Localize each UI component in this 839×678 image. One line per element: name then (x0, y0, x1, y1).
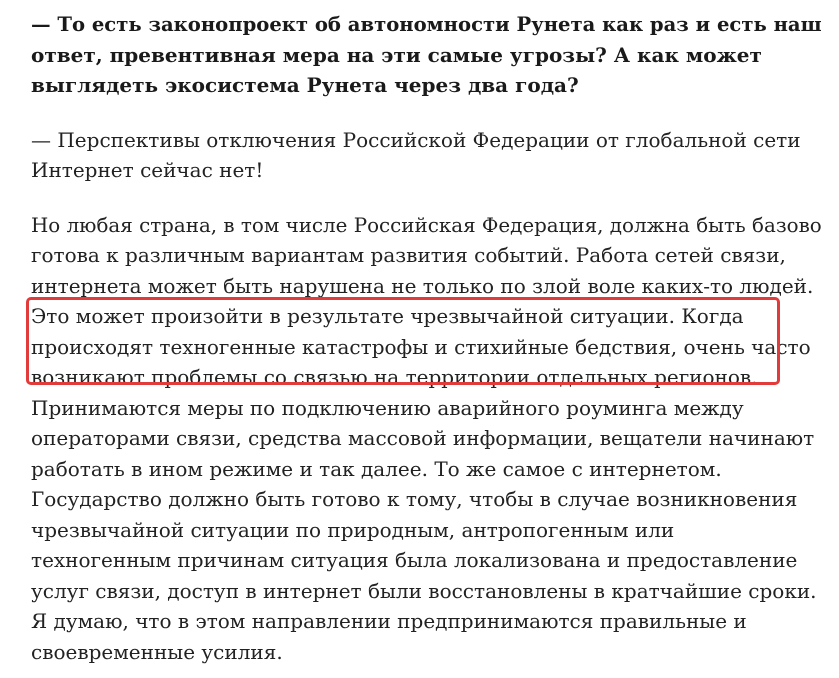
answer-intro-paragraph (31, 125, 821, 186)
answer-body-line: услуг связи, доступ в интернет были восстановлены в кратчайшие сроки. (31, 578, 817, 603)
answer-body-line: готова к различным вариантам развития событий. Работа сетей связи, (31, 243, 786, 267)
article-body (31, 9, 821, 667)
question-line: ответ, превентивная мера на эти самые угрозы? А как может (31, 42, 762, 67)
answer-intro-line: — Перспективы отключения Российской Федерации от глобальной сети (31, 127, 801, 152)
answer-body-line: Государство должно быть готово к тому, чтобы в случае возникновения (31, 487, 798, 511)
question-line: — То есть законопроект об автономности Рунета как раз и есть наш (31, 12, 822, 36)
answer-body-line: чрезвычайной ситуации по природным, антропогенным или (31, 517, 675, 542)
answer-body-line: интернета может быть нарушена не только по злой воле каких-то людей. (31, 273, 814, 298)
highlighted-line: происходят техногенные катастрофы и стихийные бедствия, очень часто (31, 334, 811, 359)
interview-question (31, 9, 821, 101)
answer-intro-line: Интернет сейчас нет! (31, 158, 264, 182)
answer-body-line: операторами связи, средства массовой информации, вещатели начинают (31, 426, 815, 450)
answer-body-line: техногенным причинам ситуация была локализована и предоставление (31, 548, 798, 572)
highlighted-line: Это может произойти в результате чрезвычайной ситуации. Когда (31, 304, 744, 328)
answer-body-paragraph (31, 210, 821, 668)
answer-body-line: своевременные усилия. (31, 639, 283, 664)
answer-body-line: Я думаю, что в этом направлении предпринимаются правильные и (31, 609, 747, 633)
answer-body-line: Но любая страна, в том числе Российская Федерация, должна быть базово (31, 212, 822, 237)
question-line: выглядеть экосистема Рунета через два года? (31, 73, 579, 97)
answer-body-line: работать в ином режиме и так далее. То же самое с интернетом. (31, 456, 722, 481)
highlighted-line: возникают проблемы со связью на территории отдельных регионов. (31, 365, 758, 389)
answer-body-line: Принимаются меры по подключению аварийного роуминга между (31, 395, 744, 420)
